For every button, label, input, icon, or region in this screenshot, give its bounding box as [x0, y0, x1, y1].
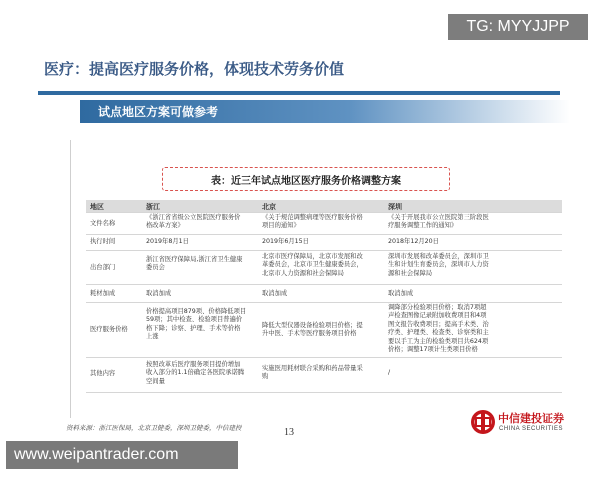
table-title: 表：近三年试点地区医疗服务价格调整方案: [211, 176, 401, 187]
china-securities-logo-icon: [470, 409, 496, 435]
row-label-consumables-markup: 耗材加成: [90, 290, 116, 297]
table-row-divider: [86, 234, 562, 235]
page-heading: 医疗：提高医疗服务价格，体现技术劳务价值: [44, 60, 345, 78]
row-label-service-price: 医疗服务价格: [90, 326, 128, 333]
section-banner-label: 试点地区方案可做参考: [98, 105, 219, 119]
table-header-zhejiang: 浙江: [146, 203, 160, 211]
cell-issuing-dept-zhejiang: 浙江省医疗保障局,浙江省卫生健康 委员会: [146, 256, 243, 272]
table-row-divider: [86, 284, 562, 285]
cell-effective-date-zhejiang: 2019年8月1日: [146, 238, 189, 245]
cell-other-content-zhejiang: 按照改革后医疗服务项目提价增加 收入部分的1.1倍确定各医院承诺腾 空间量: [146, 361, 245, 385]
table-row-divider: [86, 357, 562, 358]
table-header-shenzhen: 深圳: [388, 203, 402, 211]
heading-rule: [38, 91, 560, 95]
table-row-divider: [86, 250, 562, 251]
cell-other-content-beijing: 实施医用耗材联合采购和药品带量采 购: [262, 365, 363, 381]
table-header-region: 地区: [90, 203, 104, 211]
cell-service-price-shenzhen: 调降部分检验项目价格；取消7项超 声检查图像记录附加收费项目和4项 图文报告收费项目；提高手术类、治 疗类、护理类、检查类、诊察类和主 要以手工为主的检验类项目共624项 价格；调整17项计生类项目价格: [388, 304, 489, 354]
cell-other-content-shenzhen: /: [388, 369, 391, 376]
cell-consumables-markup-shenzhen: 取消加成: [388, 290, 414, 297]
logo-name-cn: 中信建投证券: [498, 412, 564, 425]
watermark-top: TG: MYYJJPP: [448, 14, 588, 40]
source-note: 资料来源：浙江医保局，北京卫健委，深圳卫健委，中信建投: [66, 424, 242, 432]
cell-file-name-beijing: 《关于规范调整病理等医疗服务价格 项目的通知》: [262, 214, 363, 230]
table-header-beijing: 北京: [262, 203, 276, 211]
cell-file-name-zhejiang: 《浙江省省级公立医院医疗服务价 格改革方案》: [146, 214, 241, 230]
cell-issuing-dept-beijing: 北京市医疗保障局，北京市发展和改 革委员会，北京市卫生健康委员会， 北京市人力资源和社会保障局: [262, 253, 363, 277]
page-number: 13: [284, 427, 294, 438]
side-divider: [70, 140, 71, 418]
watermark-bottom: www.weipantrader.com: [6, 441, 238, 469]
cell-consumables-markup-zhejiang: 取消加成: [146, 290, 172, 297]
cell-service-price-beijing: 降低大型仪器设备检验项目价格；提 升中医、手术等医疗服务项目价格: [262, 322, 363, 338]
cell-effective-date-shenzhen: 2018年12月20日: [388, 238, 439, 245]
cell-effective-date-beijing: 2019年6月15日: [262, 238, 309, 245]
logo-name-en: CHINA SECURITIES: [499, 426, 564, 432]
cell-file-name-shenzhen: 《关于开展我市公立医院第三阶段医 疗服务调整工作的通知》: [388, 214, 489, 230]
row-label-effective-date: 执行时间: [90, 238, 116, 245]
table-row-divider: [86, 212, 562, 213]
table-row-divider: [86, 302, 562, 303]
cell-issuing-dept-shenzhen: 深圳市发展和改革委员会，深圳市卫 生和计划生育委员会，深圳市人力资 源和社会保障局: [388, 253, 489, 277]
table-bottom-rule: [86, 392, 562, 393]
row-label-issuing-dept: 出台部门: [90, 264, 116, 271]
row-label-file-name: 文件名称: [90, 220, 116, 227]
cell-service-price-zhejiang: 价格提高项目879项、价格降低项目 59项；其中检查、检验项目普遍价 格下降；诊察、护理、手术等价格 上涨: [146, 308, 247, 341]
cell-consumables-markup-beijing: 取消加成: [262, 290, 288, 297]
row-label-other-content: 其他内容: [90, 370, 116, 377]
